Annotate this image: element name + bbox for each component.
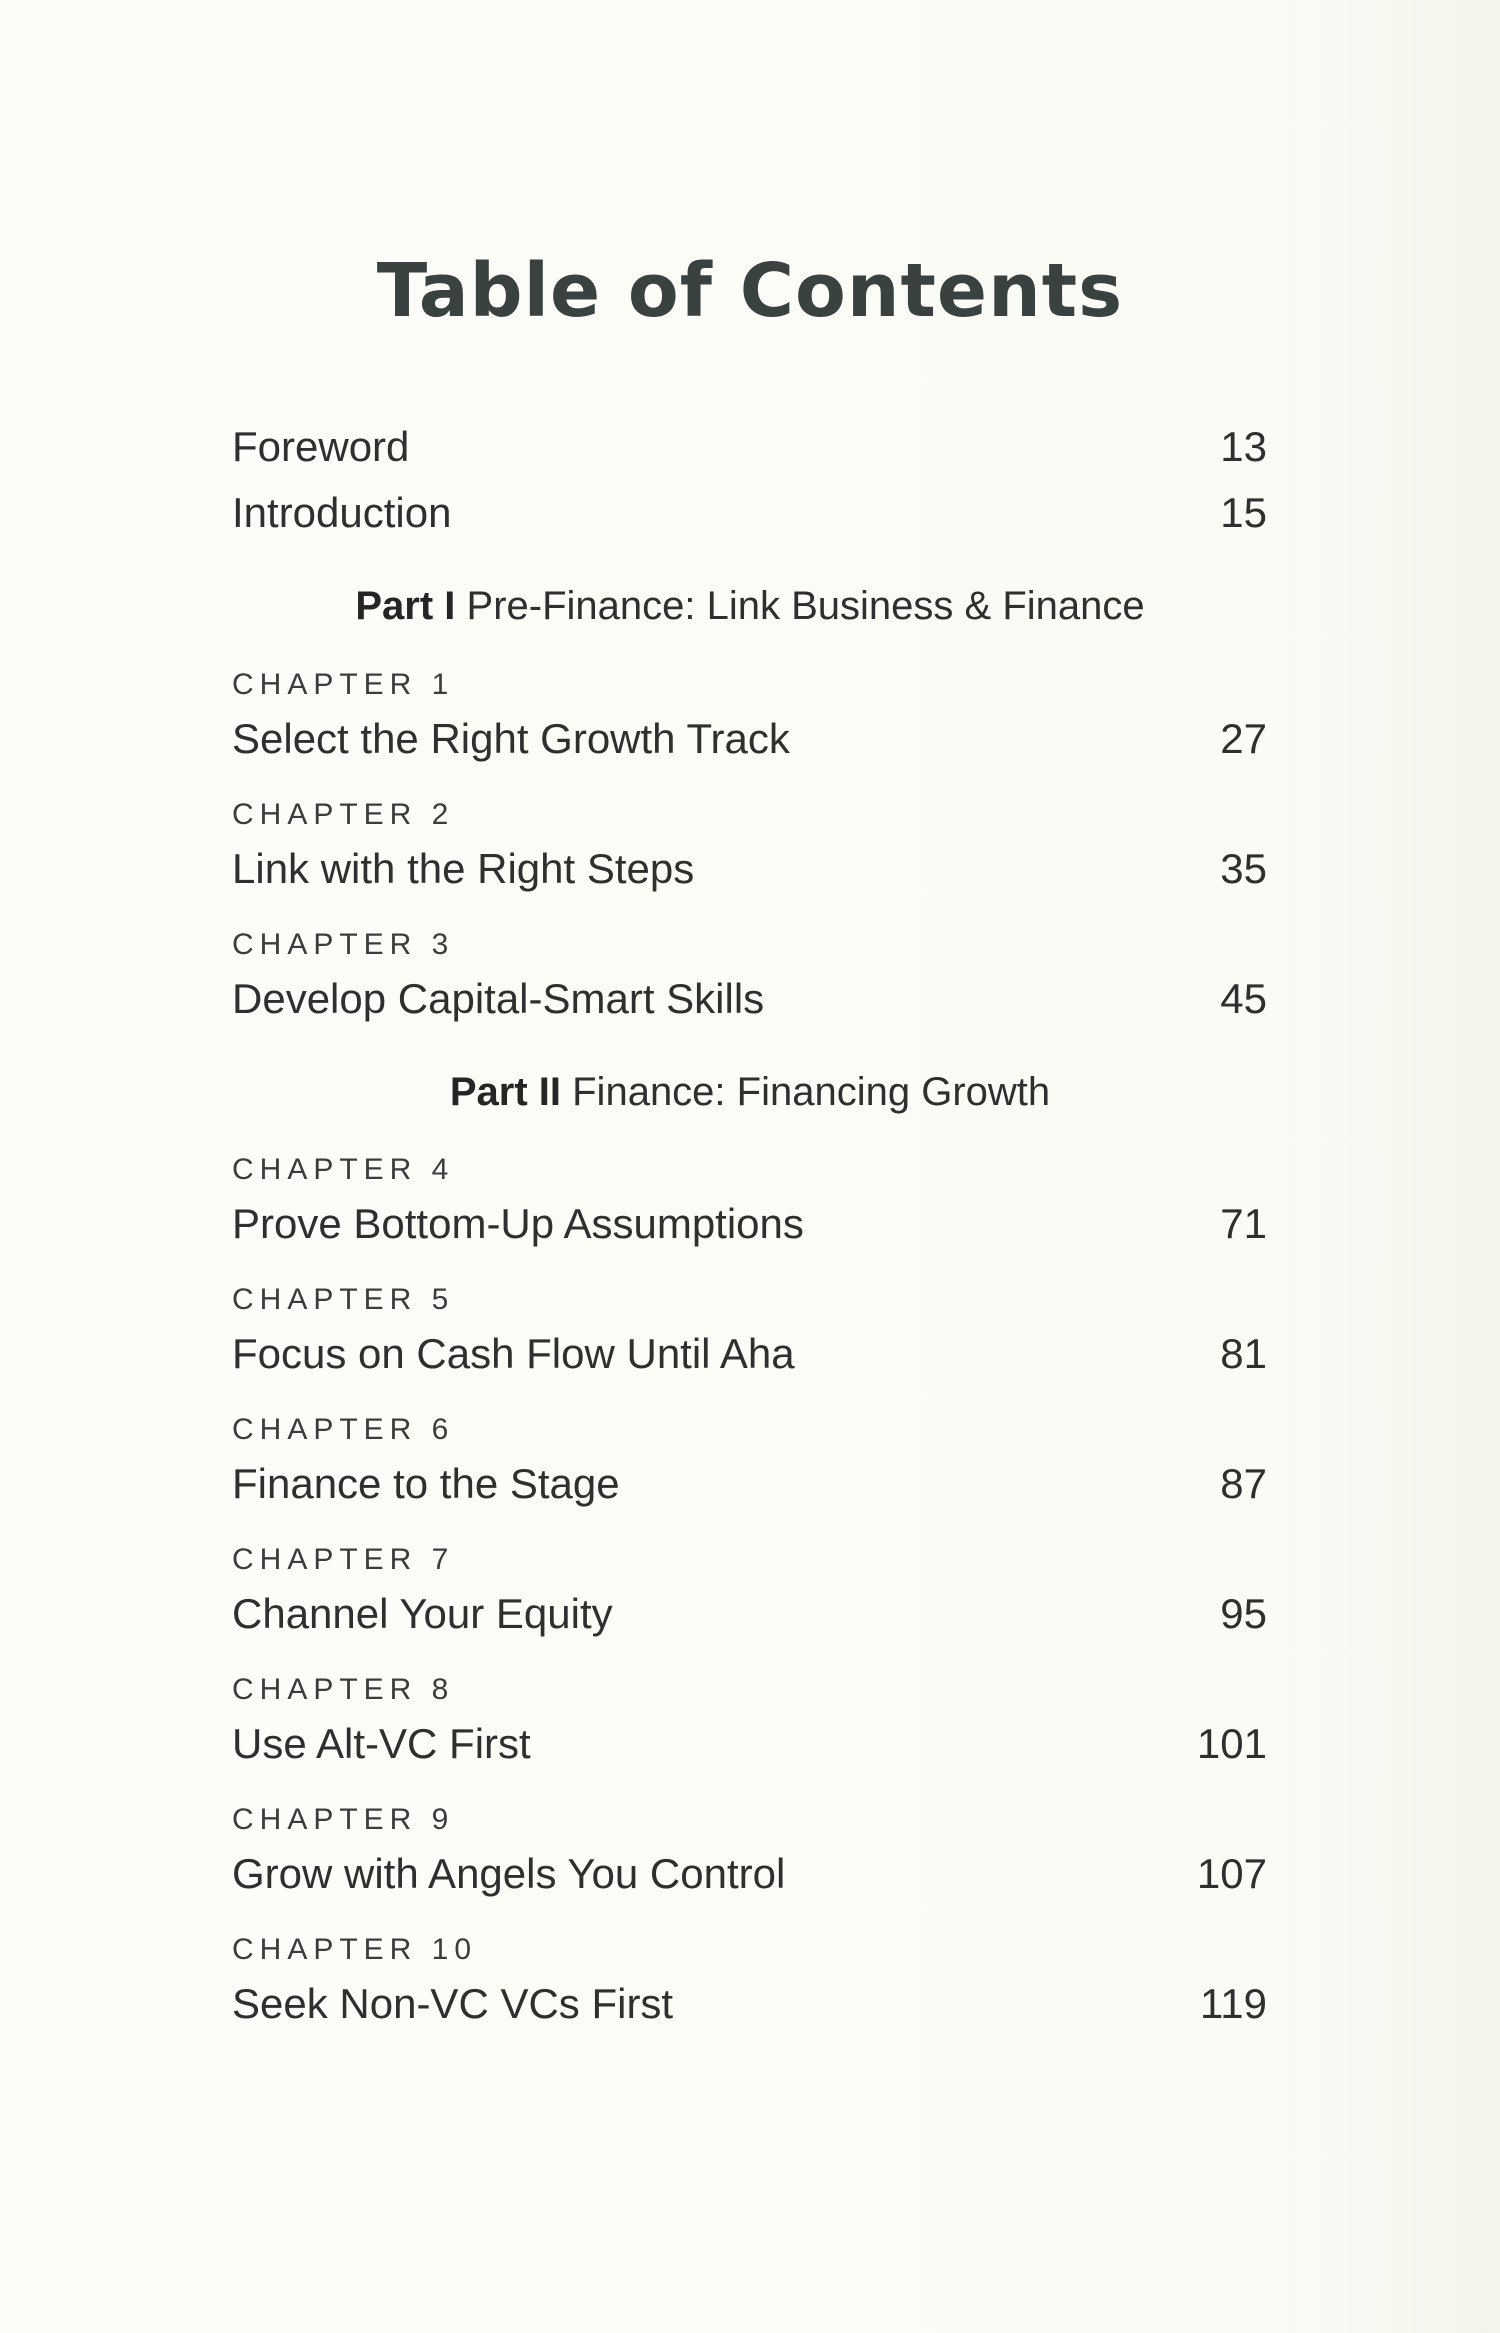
entry-page-number: 35 [1220,845,1267,892]
part-number: Part I [355,584,456,628]
entry-page-number: 107 [1196,1850,1267,1897]
entry-title: Develop Capital-Smart Skills [232,975,765,1022]
toc-entry-chapter-8[interactable] [232,1720,1267,1790]
entry-title: Seek Non-VC VCs First [232,1980,674,2027]
toc-entry-chapter-5[interactable] [232,1330,1267,1400]
entry-title: Link with the Right Steps [232,845,695,892]
toc-entry-chapter-3[interactable] [232,975,1267,1045]
chapter-label: CHAPTER 2 [232,798,455,831]
chapter-label: CHAPTER 1 [232,668,455,701]
toc-entry-chapter-1[interactable] [232,715,1267,785]
chapter-label: CHAPTER 9 [232,1803,455,1836]
part-number: Part II [449,1070,561,1114]
toc-entry-chapter-6[interactable] [232,1460,1267,1530]
entry-title: Use Alt-VC First [232,1720,531,1767]
part-title: Pre-Finance: Link Business & Finance [466,584,1145,628]
toc-entry-chapter-2[interactable] [232,845,1267,915]
chapter-label: CHAPTER 7 [232,1543,455,1576]
entry-page-number: 45 [1220,975,1267,1022]
page-title: Table of Contents [376,248,1124,334]
chapter-label: CHAPTER 8 [232,1673,455,1706]
toc-entry-chapter-7[interactable] [232,1590,1267,1660]
entry-title: Foreword [232,423,410,470]
part-heading-1 [0,584,1500,629]
toc-entry-chapter-4[interactable] [232,1200,1267,1270]
entry-page-number: 15 [1220,489,1267,536]
entry-title: Select the Right Growth Track [232,715,790,762]
toc-entry-introduction[interactable] [232,489,1267,559]
chapter-label: CHAPTER 3 [232,928,455,961]
entry-page-number: 81 [1220,1330,1267,1377]
toc-entry-chapter-10[interactable] [232,1980,1267,2050]
entry-page-number: 95 [1220,1590,1267,1637]
entry-page-number: 87 [1220,1460,1267,1507]
chapter-label: CHAPTER 6 [232,1413,455,1446]
part-heading-2 [0,1070,1500,1115]
entry-page-number: 101 [1196,1720,1267,1767]
entry-page-number: 71 [1220,1200,1267,1247]
entry-title: Channel Your Equity [232,1590,613,1637]
entry-page-number: 13 [1220,423,1267,470]
chapter-label: CHAPTER 4 [232,1153,455,1186]
entry-page-number: 119 [1200,1980,1267,2027]
chapter-label: CHAPTER 10 [232,1933,478,1966]
entry-title: Grow with Angels You Control [232,1850,786,1897]
toc-entry-foreword[interactable] [232,423,1267,493]
entry-title: Focus on Cash Flow Until Aha [232,1330,795,1377]
entry-title: Prove Bottom-Up Assumptions [232,1200,804,1247]
entry-title: Introduction [232,489,452,536]
toc-entry-chapter-9[interactable] [232,1850,1267,1920]
entry-title: Finance to the Stage [232,1460,620,1507]
chapter-label: CHAPTER 5 [232,1283,455,1316]
part-title: Finance: Financing Growth [572,1070,1051,1114]
entry-page-number: 27 [1220,715,1267,762]
